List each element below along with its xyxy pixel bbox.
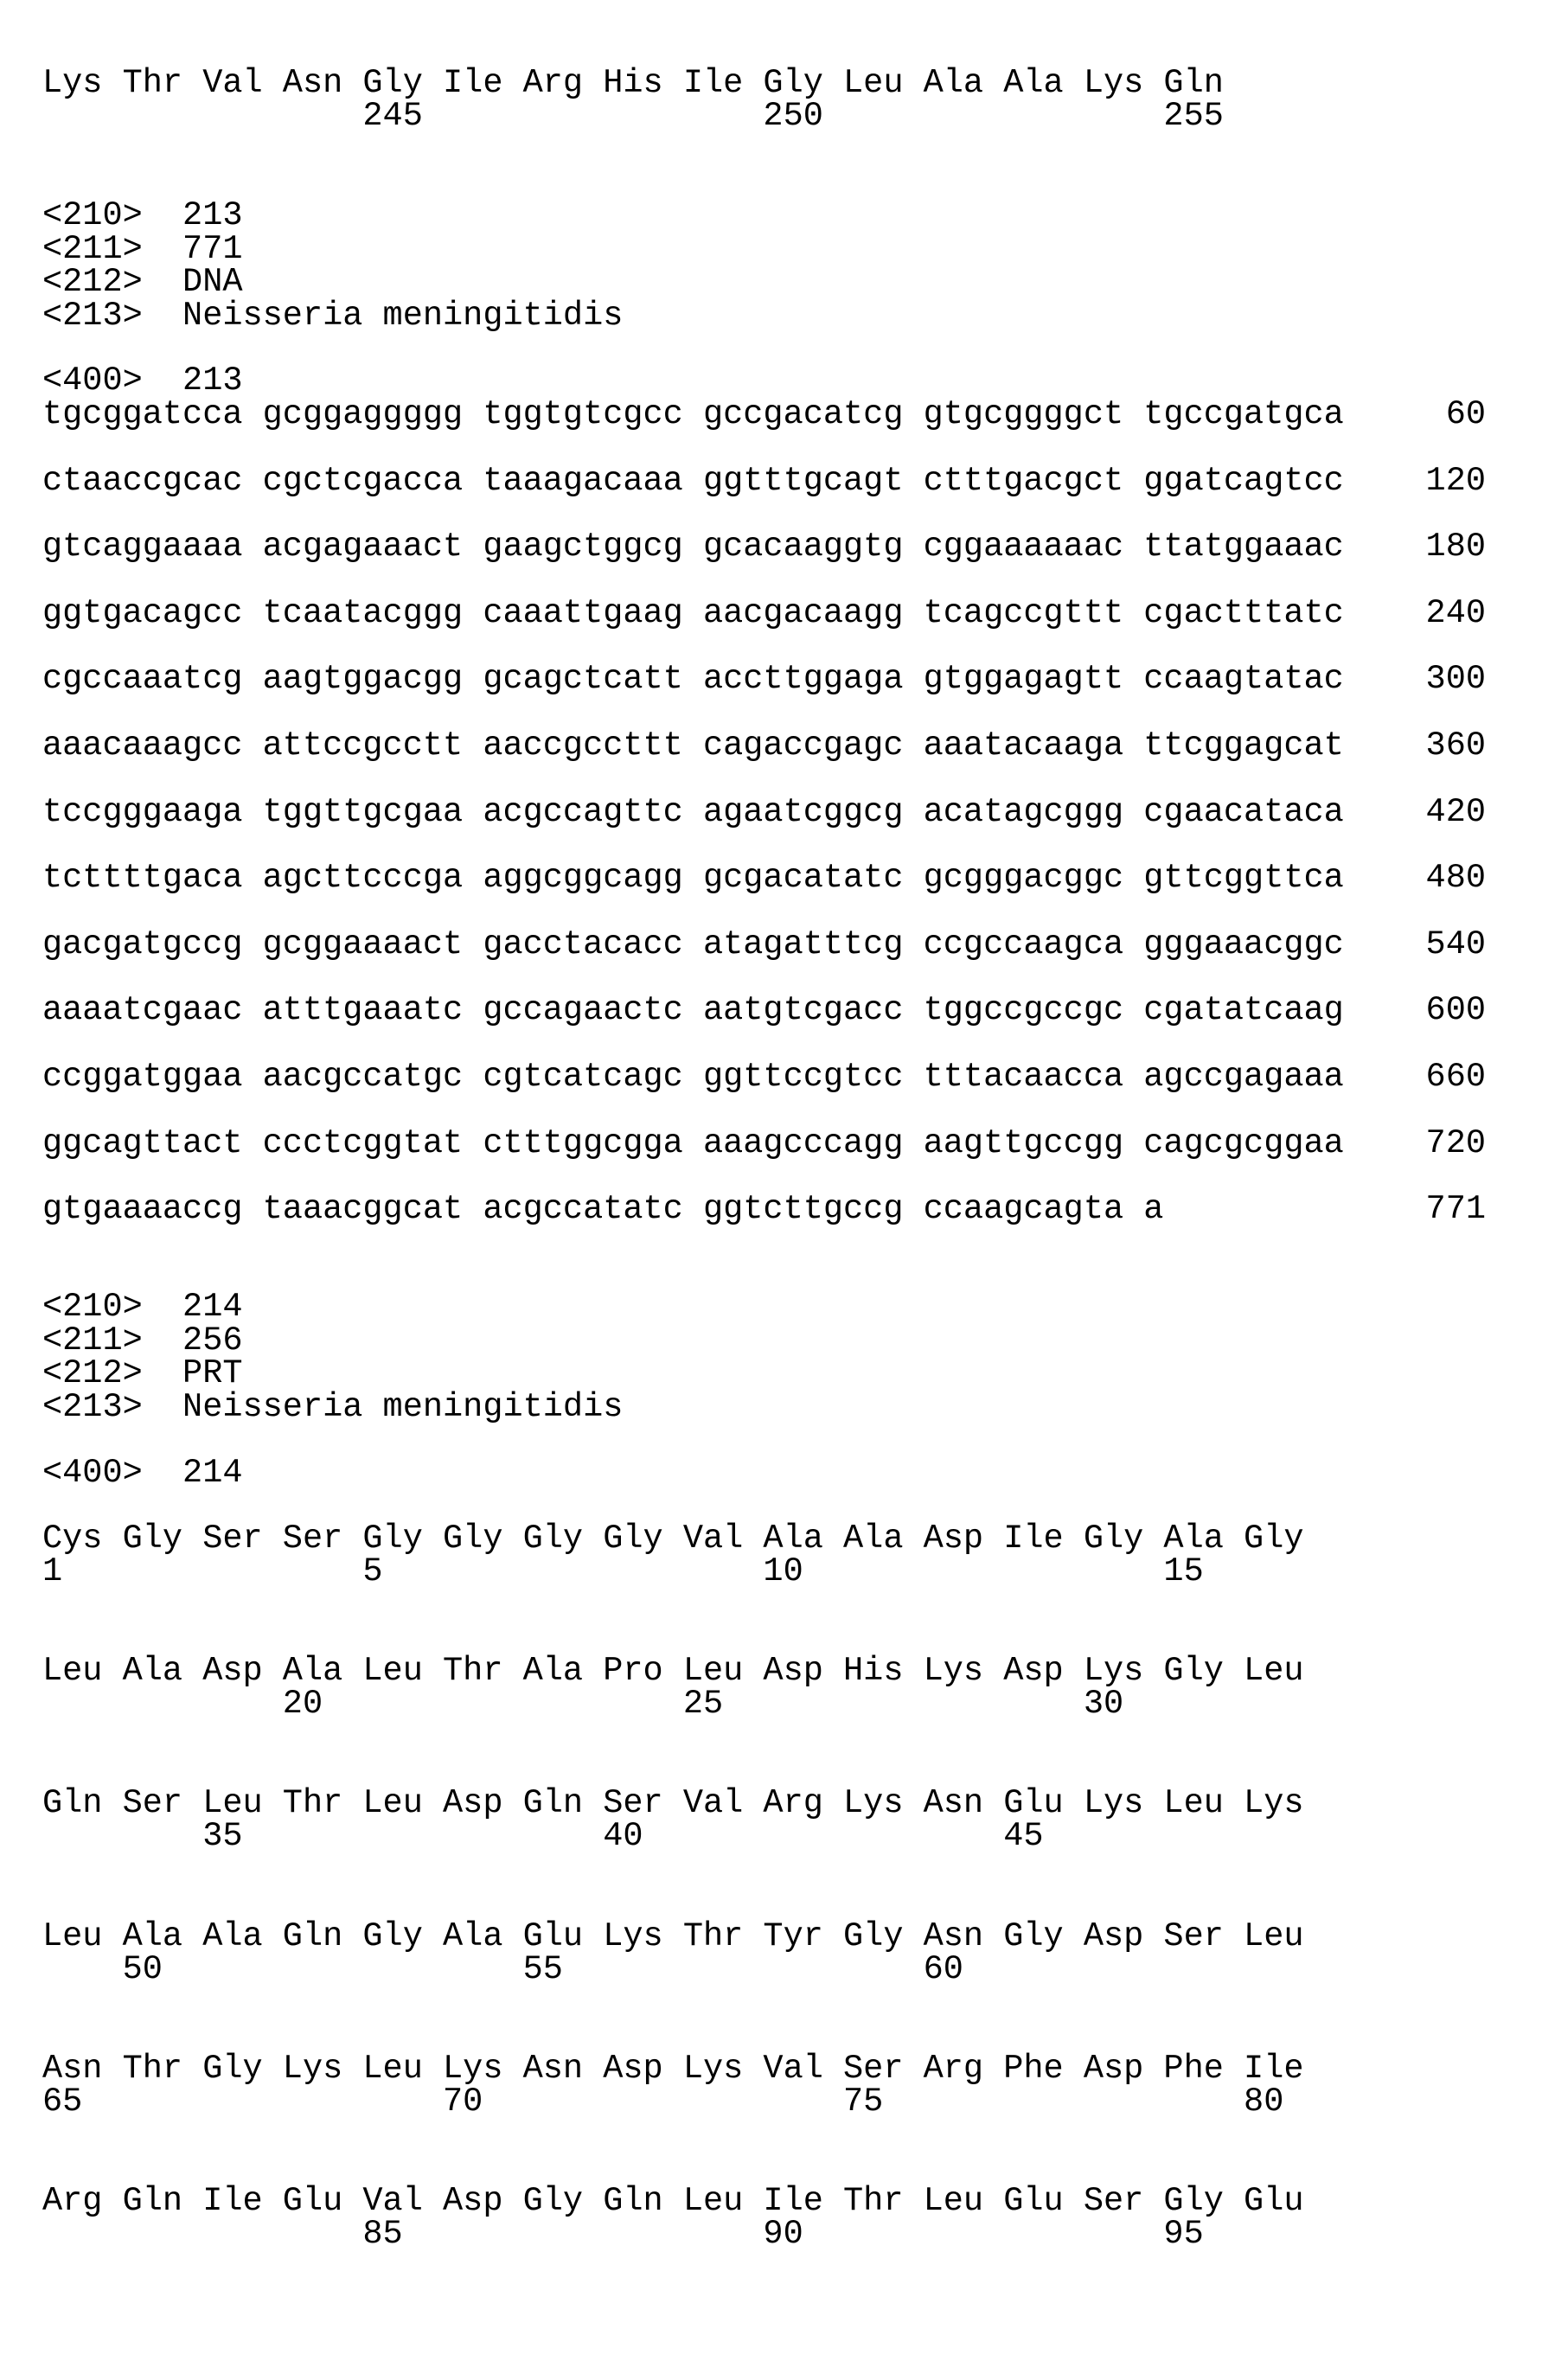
dna-position-number: 660 xyxy=(1426,1058,1486,1096)
dna-position-number: 300 xyxy=(1426,660,1486,698)
header-field-212: <212> DNA xyxy=(42,263,243,301)
dna-sequence-line: ccggatggaa aacgccatgc cgtcatcagc ggttccgtcc tttacaacca agccgagaaa xyxy=(42,1058,1344,1096)
dna-sequence-line: ctaaccgcac cgctcgacca taaagacaaa ggtttgcagt ctttgacgct ggatcagtcc xyxy=(42,462,1344,500)
residue-number-line: 65 70 75 80 xyxy=(42,2082,1283,2121)
dna-sequence-line: ggtgacagcc tcaatacggg caaattgaag aacgacaagg tcagccgttt cgactttatc xyxy=(42,594,1344,632)
dna-position-number: 60 xyxy=(1446,395,1486,433)
sequence-tag: <400> 214 xyxy=(42,1454,243,1492)
sequence-tag: <400> 213 xyxy=(42,361,243,400)
dna-sequence-line: aaacaaagcc attccgcctt aaccgccttt cagaccgagc aaatacaaga ttcggagcat xyxy=(42,726,1344,765)
residue-line: Lys Thr Val Asn Gly Ile Arg His Ile Gly Leu Ala Ala Lys Gln xyxy=(42,64,1224,102)
dna-position-number: 360 xyxy=(1426,726,1486,765)
residue-line: Gln Ser Leu Thr Leu Asp Gln Ser Val Arg Lys Asn Glu Lys Leu Lys xyxy=(42,1784,1304,1822)
dna-sequence-line: gacgatgccg gcggaaaact gacctacacc atagatttcg ccgccaagca gggaaacggc xyxy=(42,925,1344,963)
residue-line: Arg Gln Ile Glu Val Asp Gly Gln Leu Ile Thr Leu Glu Ser Gly Glu xyxy=(42,2182,1304,2220)
dna-sequence-line: ggcagttact ccctcggtat ctttggcgga aaagcccagg aagttgccgg cagcgcggaa xyxy=(42,1124,1344,1162)
dna-sequence-line: tccgggaaga tggttgcgaa acgccagttc agaatcggcg acatagcggg cgaacataca xyxy=(42,793,1344,831)
dna-position-number: 540 xyxy=(1426,925,1486,963)
residue-line: Leu Ala Ala Gln Gly Ala Glu Lys Thr Tyr Gly Asn Gly Asp Ser Leu xyxy=(42,1917,1304,1955)
residue-number-line: 85 90 95 xyxy=(42,2215,1204,2253)
dna-position-number: 120 xyxy=(1426,462,1486,500)
residue-number-line: 20 25 30 xyxy=(42,1685,1123,1723)
dna-position-number: 420 xyxy=(1426,793,1486,831)
header-field-212: <212> PRT xyxy=(42,1354,243,1392)
residue-number-line: 50 55 60 xyxy=(42,1950,963,1988)
residue-number-line: 1 5 10 15 xyxy=(42,1552,1204,1590)
header-field-211: <211> 256 xyxy=(42,1321,243,1360)
dna-position-number: 720 xyxy=(1426,1124,1486,1162)
dna-sequence-line: gtgaaaaccg taaacggcat acgccatatc ggtcttgccg ccaagcagta a xyxy=(42,1190,1163,1228)
residue-number-line: 245 250 255 xyxy=(42,97,1224,135)
dna-sequence-line: tcttttgaca agcttcccga aggcggcagg gcgacatatc gcgggacggc gttcggttca xyxy=(42,859,1344,897)
dna-position-number: 480 xyxy=(1426,859,1486,897)
header-field-213: <213> Neisseria meningitidis xyxy=(42,1388,623,1426)
dna-sequence-line: gtcaggaaaa acgagaaact gaagctggcg gcacaaggtg cggaaaaaac ttatggaaac xyxy=(42,528,1344,566)
residue-line: Cys Gly Ser Ser Gly Gly Gly Gly Val Ala Ala Asp Ile Gly Ala Gly xyxy=(42,1519,1304,1558)
residue-line: Asn Thr Gly Lys Leu Lys Asn Asp Lys Val Ser Arg Phe Asp Phe Ile xyxy=(42,2050,1304,2088)
dna-position-number: 240 xyxy=(1426,594,1486,632)
dna-sequence-line: aaaatcgaac atttgaaatc gccagaactc aatgtcgacc tggccgccgc cgatatcaag xyxy=(42,991,1344,1029)
residue-number-line: 35 40 45 xyxy=(42,1817,1044,1855)
residue-line: Leu Ala Asp Ala Leu Thr Ala Pro Leu Asp His Lys Asp Lys Gly Leu xyxy=(42,1652,1304,1690)
dna-position-number: 771 xyxy=(1426,1190,1486,1228)
header-field-210: <210> 213 xyxy=(42,196,243,234)
dna-position-number: 180 xyxy=(1426,528,1486,566)
header-field-213: <213> Neisseria meningitidis xyxy=(42,297,623,335)
dna-sequence-line: cgccaaatcg aagtggacgg gcagctcatt accttggaga gtggagagtt ccaagtatac xyxy=(42,660,1344,698)
dna-sequence-line: tgcggatcca gcggaggggg tggtgtcgcc gccgacatcg gtgcggggct tgccgatgca xyxy=(42,395,1344,433)
dna-position-number: 600 xyxy=(1426,991,1486,1029)
header-field-210: <210> 214 xyxy=(42,1288,243,1326)
header-field-211: <211> 771 xyxy=(42,230,243,268)
